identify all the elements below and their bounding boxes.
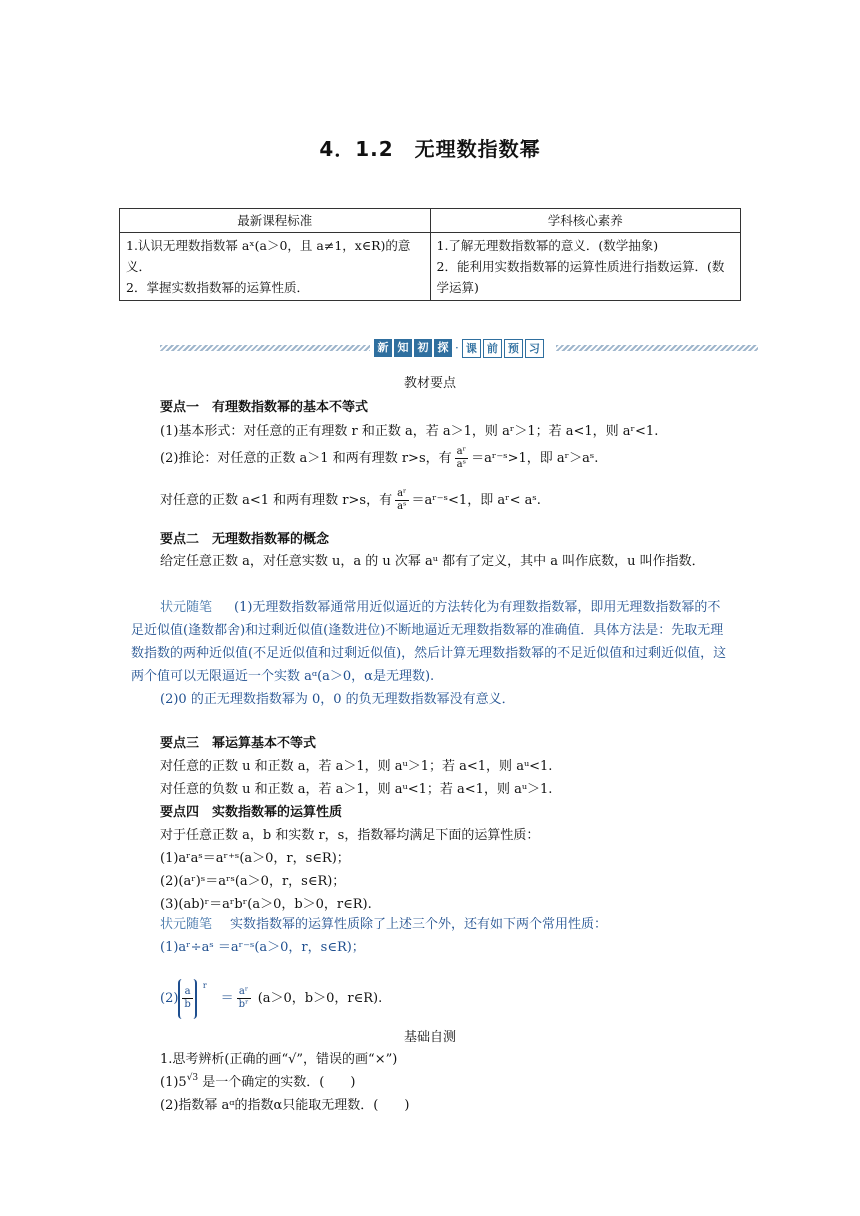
fraction-denominator: b: [184, 998, 191, 1010]
fraction: [455, 446, 468, 471]
note2: [160, 913, 607, 932]
standard-item-1: 1.认识无理数指数幂 aˣ(a＞0，且 a≠1，x∈R)的意义．: [126, 238, 411, 274]
banner-char: 探: [434, 339, 452, 357]
point4-property-3: (3)(ab)ʳ＝aʳbʳ(a＞0，b＞0，r∈R).: [160, 897, 372, 912]
point4-heading: 要点四 实数指数幂的运算性质: [160, 805, 343, 820]
note1-text1: (1)无理数指数幂通常用近似逼近的方法转化为有理数指数幂，即用无理数指数幂的不足近似值(逢数都舍)和过剩近似值(逢数进位)不断地逼近无理数指数幂的准确值．具体方法是：先取无理数指数的两种近似值(不足近似值和过剩近似值)，然后计算无理数指数幂的不足近似值和过剩近似值，这两个值可以无限逼近一个实数 aᵅ(a＞0，α是无理数).: [131, 600, 727, 684]
note-label: 状元随笔: [160, 917, 213, 932]
point1-line2: [160, 444, 598, 474]
exercise-q1-1: [160, 1071, 355, 1090]
standard-item-2: 2．掌握实数指数幂的运算性质．: [126, 280, 309, 295]
banner-char: 预: [504, 339, 523, 358]
section-heading-key-points: 教材要点: [403, 376, 456, 391]
exercise-q1: 1.思考辨析(正确的画“√”，错误的画“×”): [160, 1052, 398, 1067]
section-heading-self-test: 基础自测: [403, 1030, 456, 1045]
standards-table: [119, 208, 741, 301]
point1-line3: [160, 486, 541, 516]
table-cell-right: [430, 233, 741, 301]
point1-line3-text: 对任意的正数 a<1 和两有理数 r>s，有: [160, 493, 393, 508]
point1-line2-rest: ＝aʳ⁻ˢ>1，即 aʳ＞aˢ.: [471, 451, 599, 466]
exercise-q1-1-suffix: 是一个确定的实数．( ): [198, 1075, 356, 1090]
radical-exponent: √3: [186, 1073, 199, 1083]
banner-char: 习: [525, 339, 544, 358]
parenthesized-fraction: [178, 979, 196, 1019]
banner-char: 知: [394, 339, 412, 357]
literacy-item-2: 2．能利用实数指数幂的运算性质进行指数运算．(数学运算): [436, 259, 725, 295]
point3-heading: 要点三 幂运算基本不等式: [160, 736, 317, 751]
point2-heading: 要点二 无理数指数幂的概念: [160, 532, 330, 547]
note2-p2-prefix: (2): [160, 991, 179, 1006]
point3-line1: 对任意的正数 u 和正数 a，若 a＞1，则 aᵘ＞1；若 a<1，则 aᵘ<1.: [160, 759, 553, 774]
banner-char: 初: [414, 339, 432, 357]
fraction-denominator: aˢ: [397, 501, 407, 512]
fraction-numerator: aʳ: [456, 446, 467, 457]
fraction-numerator: aʳ: [237, 986, 251, 999]
fraction: [395, 488, 408, 513]
fraction-numerator: a: [182, 986, 192, 999]
fraction: [237, 986, 251, 1011]
banner-separator: ·: [455, 341, 459, 355]
banner-badge: [374, 338, 544, 358]
exercise-q1-2: (2)指数幂 aᵅ的指数α只能取无理数．( ): [160, 1098, 410, 1113]
point1-line3-rest: ＝aʳ⁻ˢ<1，即 aʳ< aˢ.: [411, 493, 541, 508]
literacy-item-1: 1.了解无理数指数幂的意义．(数学抽象): [436, 238, 659, 253]
point2-text: 给定任意正数 a，对任意实数 u，a 的 u 次幂 aᵘ 都有了定义，其中 a 叫作底数，u 叫作指数．: [160, 554, 705, 569]
point4-property-2: (2)(aʳ)ˢ＝aʳˢ(a＞0，r，s∈R)；: [160, 874, 346, 889]
page-title: 4．1.2 无理数指数幂: [319, 137, 541, 161]
banner-char: 前: [483, 339, 502, 358]
note2-property-2: (2) $\frac{a}{b}$ $^r$＝ $\frac{\text{aʳ}}{\text{bʳ}}$ (a＞0，b＞0，r∈R).: [160, 966, 382, 1019]
note1: [131, 596, 730, 688]
note2-text: 实数指数幂的运算性质除了上述三个外，还有如下两个常用性质：: [230, 917, 608, 932]
table-header-left: 最新课程标准: [120, 209, 431, 233]
point1-line2-text: (2)推论：对任意的正数 a＞1 和两有理数 r>s，有: [160, 451, 452, 466]
note2-p2-suffix: (a＞0，b＞0，r∈R).: [257, 991, 383, 1006]
point1-heading: 要点一 有理数指数幂的基本不等式: [160, 400, 369, 415]
fraction-numerator: aʳ: [397, 488, 407, 499]
section-banner: [160, 338, 758, 358]
table-cell-left: [120, 233, 431, 301]
note1-text2: (2)0 的正无理数指数幂为 0，0 的负无理数指数幂没有意义．: [160, 692, 515, 707]
note-label: 状元随笔: [160, 600, 213, 615]
table-header-right: 学科核心素养: [430, 209, 741, 233]
banner-stripe-left: [160, 345, 370, 351]
fraction-denominator: aˢ: [456, 459, 467, 470]
point1-line1: (1)基本形式：对任意的正有理数 r 和正数 a，若 a＞1，则 aʳ＞1；若 a<1，则 aʳ<1.: [160, 424, 659, 439]
fraction: [182, 986, 192, 1011]
fraction-denominator: bʳ: [238, 999, 249, 1010]
banner-char: 课: [462, 339, 481, 358]
exercise-q1-1-prefix: (1)5: [160, 1075, 187, 1090]
exponent: r: [202, 981, 207, 990]
point4-intro: 对于任意正数 a，b 和实数 r，s，指数幂均满足下面的运算性质：: [160, 828, 540, 843]
point3-line2: 对任意的负数 u 和正数 a，若 a＞1，则 aᵘ<1；若 a<1，则 aᵘ＞1.: [160, 782, 553, 797]
banner-stripe-right: [556, 345, 758, 351]
note2-property-1: (1)aʳ÷aˢ ＝aʳ⁻ˢ(a＞0，r，s∈R)；: [160, 940, 365, 955]
banner-char: 新: [374, 339, 392, 357]
point4-property-1: (1)aʳaˢ＝aʳ⁺ˢ(a＞0，r，s∈R)；: [160, 851, 350, 866]
